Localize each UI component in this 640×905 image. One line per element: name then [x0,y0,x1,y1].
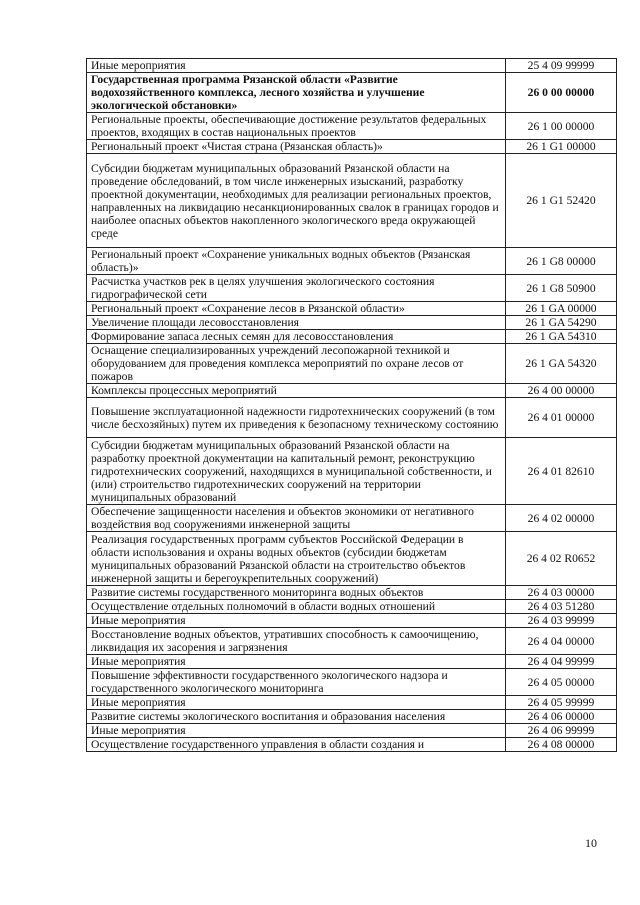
row-code: 26 4 06 00000 [506,710,617,724]
row-code: 26 0 00 00000 [506,73,617,113]
row-code: 26 1 GA 00000 [506,302,617,316]
row-code: 26 1 GA 54290 [506,316,617,330]
row-code: 26 4 05 99999 [506,696,617,710]
row-name: Повышение эксплуатационной надежности гидротехнических сооружений (в том числе бесхозяйных) путем их приведения к безопасному техническому состоянию [87,398,506,438]
row-code: 26 1 GA 54320 [506,344,617,384]
row-name: Региональный проект «Сохранение лесов в Рязанской области» [87,302,506,316]
row-code: 25 4 09 99999 [506,59,617,73]
row-name: Субсидии бюджетам муниципальных образований Рязанской области на проведение обследований, в том числе инженерных изысканий, разработку проектной документации, необходимых для реализации региональных проектов, направленных на ликвидацию несанкционированных свалок в границах городов и наиболее опасных объектов накопленного экологического вреда окружающей среде [87,154,506,248]
row-code: 26 4 02 00000 [506,505,617,532]
budget-classification-table [86,58,617,752]
row-name: Обеспечение защищенности населения и объектов экономики от негативного воздействия вод сооружениями инженерной защиты [87,505,506,532]
row-name: Иные мероприятия [87,59,506,73]
row-code: 26 1 G8 50900 [506,275,617,302]
table-row [87,384,617,398]
row-name: Расчистка участков рек в целях улучшения экологического состояния гидрографической сети [87,275,506,302]
row-name: Региональный проект «Сохранение уникальных водных объектов (Рязанская область)» [87,248,506,275]
row-name: Развитие системы экологического воспитания и образования населения [87,710,506,724]
row-name: Иные мероприятия [87,614,506,628]
table-row [87,710,617,724]
row-name: Реализация государственных программ субъектов Российской Федерации в области использования и охраны водных объектов (субсидии бюджетам муниципальных образований Рязанской области на строительство объектов инженерной защиты и берегоукрепительных сооружений) [87,532,506,586]
row-code: 26 4 00 00000 [506,384,617,398]
row-name: Иные мероприятия [87,724,506,738]
row-code: 26 1 GA 54310 [506,330,617,344]
row-code: 26 4 08 00000 [506,738,617,752]
table-row [87,669,617,696]
table-row [87,140,617,154]
page-number: 10 [585,836,597,850]
row-name: Развитие системы государственного мониторинга водных объектов [87,586,506,600]
table-row [87,438,617,505]
table-body [87,59,617,752]
table-row [87,73,617,113]
row-name: Формирование запаса лесных семян для лесовосстановления [87,330,506,344]
row-code: 26 4 02 R0652 [506,532,617,586]
table-row [87,505,617,532]
row-code: 26 4 05 00000 [506,669,617,696]
table-row [87,275,617,302]
table-row [87,628,617,655]
table-row [87,532,617,586]
row-code: 26 4 01 00000 [506,398,617,438]
table-row [87,154,617,248]
row-code: 26 4 04 99999 [506,655,617,669]
row-code: 26 4 03 99999 [506,614,617,628]
row-code: 26 4 04 00000 [506,628,617,655]
row-name: Субсидии бюджетам муниципальных образований Рязанской области на разработку проектной документации на капитальный ремонт, реконструкцию гидротехнических сооружений, находящихся в муниципальной собственности, и (или) строительство гидротехнических сооружений на территории муниципальных образований [87,438,506,505]
row-name: Региональные проекты, обеспечивающие достижение результатов федеральных проектов, входящих в состав национальных проектов [87,113,506,140]
table-row [87,302,617,316]
row-code: 26 4 03 51280 [506,600,617,614]
table-row [87,59,617,73]
row-code: 26 1 G1 00000 [506,140,617,154]
table-row [87,614,617,628]
row-code: 26 4 06 99999 [506,724,617,738]
row-name: Увеличение площади лесовосстановления [87,316,506,330]
table-row [87,398,617,438]
table-row [87,248,617,275]
table-row [87,586,617,600]
table-row [87,724,617,738]
row-name: Оснащение специализированных учреждений лесопожарной техникой и оборудованием для проведения комплекса мероприятий по охране лесов от пожаров [87,344,506,384]
row-name: Повышение эффективности государственного экологического надзора и государственного экологического мониторинга [87,669,506,696]
row-name: Комплексы процессных мероприятий [87,384,506,398]
table-row [87,696,617,710]
row-code: 26 4 01 82610 [506,438,617,505]
row-code: 26 1 G8 00000 [506,248,617,275]
row-code: 26 1 00 00000 [506,113,617,140]
table-row [87,655,617,669]
table-row [87,330,617,344]
table-row [87,316,617,330]
row-name: Осуществление государственного управления в области создания и [87,738,506,752]
row-code: 26 4 03 00000 [506,586,617,600]
table-row [87,113,617,140]
row-name: Государственная программа Рязанской области «Развитие водохозяйственного комплекса, лесного хозяйства и улучшение экологической обстановки» [87,73,506,113]
table-row [87,600,617,614]
table-row [87,738,617,752]
row-name: Осуществление отдельных полномочий в области водных отношений [87,600,506,614]
row-code: 26 1 G1 52420 [506,154,617,248]
row-name: Региональный проект «Чистая страна (Рязанская область)» [87,140,506,154]
row-name: Иные мероприятия [87,655,506,669]
row-name: Восстановление водных объектов, утративших способность к самоочищению, ликвидация их засорения и загрязнения [87,628,506,655]
row-name: Иные мероприятия [87,696,506,710]
table-row [87,344,617,384]
